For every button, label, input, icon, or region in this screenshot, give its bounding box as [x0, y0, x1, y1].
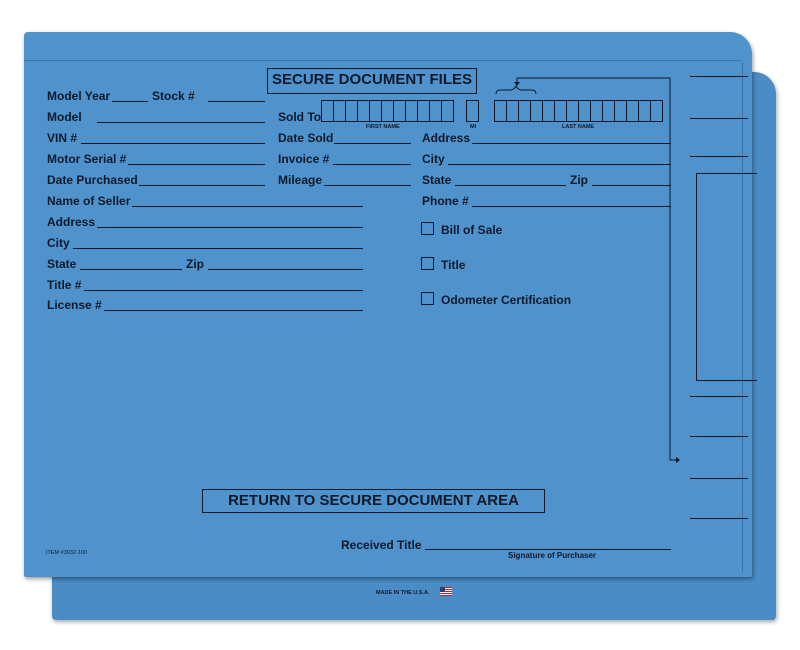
field-model[interactable]: [97, 122, 265, 123]
field-license[interactable]: [104, 310, 363, 311]
label-date-sold: Date Sold: [278, 131, 334, 145]
caption-first-name: FIRST NAME: [366, 124, 400, 130]
field-signature[interactable]: [425, 549, 671, 550]
label-title-number: Title #: [47, 278, 82, 292]
label-sold-to: Sold To: [278, 110, 322, 124]
form-title: SECURE DOCUMENT FILES: [267, 68, 477, 94]
field-seller-state[interactable]: [80, 269, 182, 270]
field-stock[interactable]: [208, 101, 265, 102]
folder-fold-line: [742, 62, 743, 572]
label-buyer-address: Address: [422, 131, 471, 145]
edge-rule: [690, 156, 748, 157]
field-buyer-zip[interactable]: [592, 185, 671, 186]
label-title-checkbox: Title: [441, 258, 466, 272]
item-number: ITEM #3032-100: [46, 550, 87, 556]
caption-signature: Signature of Purchaser: [508, 551, 597, 560]
field-invoice[interactable]: [333, 164, 411, 165]
caption-mi: MI: [470, 124, 477, 130]
label-model: Model: [47, 110, 82, 124]
field-buyer-state[interactable]: [455, 185, 566, 186]
first-name-cell[interactable]: [441, 100, 454, 122]
field-date-purchased[interactable]: [139, 185, 265, 186]
made-in-usa: MADE IN THE U.S.A.: [376, 590, 430, 596]
label-name-of-seller: Name of Seller: [47, 194, 131, 208]
field-motor-serial[interactable]: [128, 164, 265, 165]
label-seller-state: State: [47, 257, 77, 271]
label-received-title: Received Title: [341, 538, 422, 552]
label-window: [696, 173, 757, 381]
field-name-of-seller[interactable]: [132, 206, 363, 207]
edge-rule: [690, 478, 748, 479]
field-seller-city[interactable]: [73, 248, 363, 249]
label-seller-zip: Zip: [186, 257, 204, 271]
folder-tab-crease: [24, 60, 742, 61]
field-model-year[interactable]: [112, 101, 148, 102]
field-title-number[interactable]: [84, 290, 363, 291]
label-buyer-zip: Zip: [570, 173, 588, 187]
label-mileage: Mileage: [278, 173, 323, 187]
field-mileage[interactable]: [324, 185, 411, 186]
label-date-purchased: Date Purchased: [47, 173, 138, 187]
label-seller-city: City: [47, 236, 70, 250]
label-vin: VIN #: [47, 131, 78, 145]
return-banner: RETURN TO SECURE DOCUMENT AREA: [202, 489, 545, 513]
label-phone: Phone #: [422, 194, 469, 208]
label-invoice: Invoice #: [278, 152, 330, 166]
field-buyer-city[interactable]: [448, 164, 671, 165]
checkbox-odometer[interactable]: [421, 292, 434, 305]
label-bill-of-sale: Bill of Sale: [441, 223, 503, 237]
edge-rule: [690, 118, 748, 119]
edge-rule: [690, 396, 748, 397]
label-seller-address: Address: [47, 215, 96, 229]
field-vin[interactable]: [81, 143, 265, 144]
field-buyer-address[interactable]: [472, 143, 671, 144]
middle-initial-cell[interactable]: [466, 100, 479, 122]
label-odometer: Odometer Certification: [441, 293, 572, 307]
field-date-sold[interactable]: [334, 143, 411, 144]
checkbox-bill-of-sale[interactable]: [421, 222, 434, 235]
label-model-year: Model Year: [47, 89, 111, 103]
caption-last-name: LAST NAME: [562, 124, 595, 130]
label-buyer-city: City: [422, 152, 445, 166]
field-phone[interactable]: [472, 206, 671, 207]
checkbox-title[interactable]: [421, 257, 434, 270]
field-seller-address[interactable]: [97, 227, 363, 228]
edge-rule: [690, 76, 748, 77]
label-stock: Stock #: [152, 89, 195, 103]
edge-rule: [690, 436, 748, 437]
label-license: License #: [47, 298, 102, 312]
label-motor-serial: Motor Serial #: [47, 152, 127, 166]
edge-rule: [690, 518, 748, 519]
us-flag-icon: [440, 587, 452, 596]
field-seller-zip[interactable]: [208, 269, 363, 270]
label-buyer-state: State: [422, 173, 452, 187]
